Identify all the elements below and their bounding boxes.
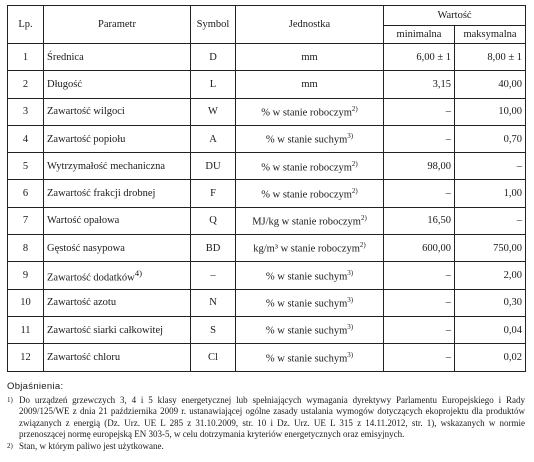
cell-max [455, 235, 526, 262]
cell-jednostka-text: kg/m³ w stanie roboczym [253, 243, 360, 255]
cell-jednostka-text: % w stanie suchym [265, 353, 348, 365]
footnote-ref: 2) [351, 104, 358, 113]
cell-symbol [191, 180, 236, 207]
cell-symbol-text: N [209, 297, 217, 309]
cell-max [455, 71, 526, 98]
specification-table [7, 5, 526, 372]
table-row [8, 344, 526, 371]
cell-jednostka-text: % w stanie roboczym [261, 107, 352, 119]
cell-parametr [44, 71, 191, 98]
footnote-ref: 2) [351, 186, 358, 195]
cell-jednostka [236, 207, 384, 234]
table-row [8, 180, 526, 207]
header-jednostka: Jednostka [236, 6, 384, 44]
table-body [8, 44, 526, 372]
cell-parametr-text: Średnica [47, 51, 84, 63]
cell-max-text: 40,00 [498, 78, 523, 90]
cell-jednostka-text: % w stanie suchym [265, 325, 348, 337]
cell-lp-text: 10 [20, 297, 31, 309]
cell-parametr [44, 207, 191, 234]
cell-lp-text: 2 [22, 78, 29, 90]
cell-jednostka-text: mm [301, 78, 318, 90]
cell-lp [8, 289, 44, 316]
cell-symbol-text: BD [205, 242, 221, 254]
cell-max-text: 1,00 [503, 188, 523, 200]
cell-min-text: – [445, 106, 451, 118]
cell-lp-text: 5 [22, 160, 29, 172]
cell-lp-text: 1 [22, 51, 29, 63]
cell-lp [8, 180, 44, 207]
cell-parametr-text: Zawartość wilgoci [47, 106, 125, 118]
cell-max [455, 125, 526, 152]
cell-max-text: 0,02 [503, 351, 523, 363]
header-minimalna: minimalna [384, 26, 455, 44]
cell-parametr [44, 125, 191, 152]
cell-jednostka [236, 289, 384, 316]
cell-lp [8, 98, 44, 125]
cell-symbol-text: Q [209, 215, 217, 227]
cell-jednostka [236, 235, 384, 262]
cell-lp [8, 235, 44, 262]
cell-min-text: – [445, 297, 451, 309]
cell-min-text: 3,15 [432, 78, 451, 90]
cell-parametr [44, 316, 191, 343]
cell-symbol-text: D [209, 51, 217, 63]
cell-jednostka [236, 262, 384, 289]
cell-parametr-text: Zawartość dodatków [47, 272, 135, 284]
cell-max-text: 8,00 ± 1 [487, 51, 523, 63]
table-row [8, 289, 526, 316]
cell-parametr-text: Wytrzymałość mechaniczna [47, 160, 166, 172]
cell-max-text: – [516, 160, 523, 172]
cell-min-text: 16,50 [427, 215, 451, 227]
table-row [8, 44, 526, 71]
footnote-ref: 2) [359, 241, 366, 250]
cell-parametr [44, 262, 191, 289]
notes-list [7, 395, 525, 453]
cell-parametr-text: Zawartość azotu [47, 297, 117, 309]
cell-jednostka [236, 98, 384, 125]
cell-min-text: 600,00 [422, 242, 451, 254]
cell-min [384, 235, 455, 262]
cell-min [384, 316, 455, 343]
footnote-ref: 3) [347, 350, 354, 359]
cell-jednostka [236, 344, 384, 371]
cell-parametr [44, 235, 191, 262]
cell-jednostka-text: % w stanie suchym [265, 271, 348, 283]
cell-symbol-text: A [209, 133, 217, 145]
cell-symbol [191, 71, 236, 98]
cell-symbol-text: F [210, 188, 216, 200]
cell-parametr-text: Zawartość siarki całkowitej [47, 324, 164, 336]
cell-max [455, 289, 526, 316]
cell-min [384, 180, 455, 207]
cell-max [455, 44, 526, 71]
cell-min-text: – [445, 270, 451, 282]
cell-lp [8, 71, 44, 98]
cell-jednostka-text: % w stanie suchym [265, 298, 348, 310]
cell-max [455, 153, 526, 180]
cell-lp [8, 262, 44, 289]
cell-min [384, 207, 455, 234]
cell-symbol [191, 344, 236, 371]
cell-max-text: 2,00 [503, 270, 523, 282]
footnote-ref: 3) [347, 323, 354, 332]
cell-jednostka [236, 44, 384, 71]
cell-symbol [191, 153, 236, 180]
cell-parametr [44, 44, 191, 71]
cell-max [455, 262, 526, 289]
cell-min-text: 98,00 [427, 160, 451, 172]
cell-lp [8, 125, 44, 152]
cell-parametr-text: Zawartość chloru [47, 351, 121, 363]
note-item [7, 395, 525, 441]
cell-max-text: 0,70 [503, 133, 523, 145]
footnote-ref: 2) [351, 159, 358, 168]
cell-symbol-text: S [210, 324, 216, 336]
cell-max [455, 180, 526, 207]
cell-min-text: – [445, 324, 451, 336]
cell-jednostka-text: % w stanie suchym [265, 134, 348, 146]
cell-parametr-text: Wartość opałowa [47, 215, 120, 227]
cell-max-text: 0,30 [503, 297, 523, 309]
cell-lp [8, 153, 44, 180]
header-symbol: Symbol [191, 6, 236, 44]
cell-min [384, 153, 455, 180]
cell-lp-text: 12 [20, 351, 31, 363]
cell-max [455, 344, 526, 371]
cell-jednostka [236, 316, 384, 343]
cell-lp [8, 207, 44, 234]
cell-parametr-text: Zawartość frakcji drobnej [47, 188, 156, 200]
cell-jednostka-text: % w stanie roboczym [261, 162, 352, 174]
cell-symbol [191, 125, 236, 152]
cell-max-text: 10,00 [498, 106, 523, 118]
cell-lp-text: 9 [22, 270, 29, 282]
cell-jednostka [236, 180, 384, 207]
footnote-ref: 3) [347, 296, 354, 305]
table-row [8, 207, 526, 234]
cell-min [384, 71, 455, 98]
cell-min [384, 344, 455, 371]
cell-jednostka-text: MJ/kg w stanie roboczym [252, 216, 361, 228]
cell-symbol [191, 44, 236, 71]
cell-lp-text: 7 [22, 215, 29, 227]
cell-min-text: 6,00 ± 1 [416, 51, 451, 63]
table-row [8, 71, 526, 98]
table-row [8, 235, 526, 262]
note-marker: 1) [7, 395, 13, 404]
cell-lp-text: 4 [22, 133, 29, 145]
cell-parametr [44, 344, 191, 371]
header-parametr: Parametr [44, 6, 191, 44]
footnote-ref: 3) [347, 268, 354, 277]
table-row [8, 316, 526, 343]
table-row [8, 125, 526, 152]
cell-parametr-text: Gęstość nasypowa [47, 242, 125, 254]
cell-max-text: 0,04 [503, 324, 523, 336]
header-maksymalna: maksymalna [455, 26, 526, 44]
table-row [8, 153, 526, 180]
footnote-ref: 2) [360, 214, 367, 223]
cell-parametr-text: Długość [47, 78, 82, 90]
cell-min [384, 44, 455, 71]
cell-max [455, 98, 526, 125]
cell-max [455, 316, 526, 343]
cell-symbol-text: L [209, 78, 217, 90]
header-wartosc: Wartość [384, 6, 526, 26]
notes-section [7, 381, 525, 452]
cell-symbol [191, 98, 236, 125]
cell-symbol [191, 316, 236, 343]
note-marker: 2) [7, 441, 13, 450]
cell-min [384, 262, 455, 289]
header-lp: Lp. [8, 6, 44, 44]
cell-symbol-text: – [210, 270, 216, 282]
cell-jednostka [236, 71, 384, 98]
notes-heading: Objaśnienia: [7, 381, 64, 392]
cell-lp [8, 344, 44, 371]
cell-symbol-text: Cl [208, 351, 218, 363]
cell-parametr [44, 98, 191, 125]
cell-lp-text: 8 [22, 242, 29, 254]
note-text: Stan, w którym paliwo jest użytkowane. [19, 440, 164, 451]
footnote-ref: 3) [347, 132, 354, 141]
cell-lp-text: 11 [20, 324, 31, 336]
cell-symbol [191, 289, 236, 316]
cell-symbol [191, 207, 236, 234]
cell-parametr-text: Zawartość popiołu [47, 133, 126, 145]
cell-parametr [44, 289, 191, 316]
cell-max [455, 207, 526, 234]
table-row [8, 98, 526, 125]
cell-symbol [191, 262, 236, 289]
cell-symbol-text: W [208, 106, 218, 118]
cell-min-text: – [445, 188, 451, 200]
cell-min [384, 98, 455, 125]
cell-jednostka [236, 153, 384, 180]
footnote-ref: 4) [134, 267, 143, 278]
cell-lp-text: 6 [22, 188, 29, 200]
cell-max-text: 750,00 [493, 242, 523, 254]
cell-min [384, 289, 455, 316]
table-row [8, 262, 526, 289]
note-text: Do urządzeń grzewczych 3, 4 i 5 klasy energetycznej lub spełniających wymagania dyrektywy Parlamentu Europejskiego i Rady 2009/125/WE z dnia 21 października 2009 r. ustanawiającej ogólne zasady ustalania wymogów dotyczących ekoprojektu dla produktów związanych z energią (Dz. Urz. UE L 285 z 31.10.2009, str. 10 i Dz. Urz. UE L 315 z 14.11.2012, str. 1), wskazanych w normie przenoszącej normę europejską EN 303-5, w celu dotrzymania kryteriów energetycznych oraz emisyjnych. [19, 394, 525, 439]
cell-symbol [191, 235, 236, 262]
cell-parametr [44, 180, 191, 207]
cell-lp-text: 3 [22, 106, 29, 118]
cell-lp [8, 316, 44, 343]
cell-lp [8, 44, 44, 71]
cell-min [384, 125, 455, 152]
cell-max-text: – [516, 215, 523, 227]
cell-min-text: – [445, 133, 451, 145]
cell-jednostka [236, 125, 384, 152]
note-item [7, 441, 525, 453]
cell-jednostka-text: % w stanie roboczym [261, 189, 352, 201]
cell-jednostka-text: mm [301, 51, 318, 63]
cell-parametr [44, 153, 191, 180]
cell-symbol-text: DU [205, 160, 221, 172]
cell-min-text: – [445, 351, 451, 363]
